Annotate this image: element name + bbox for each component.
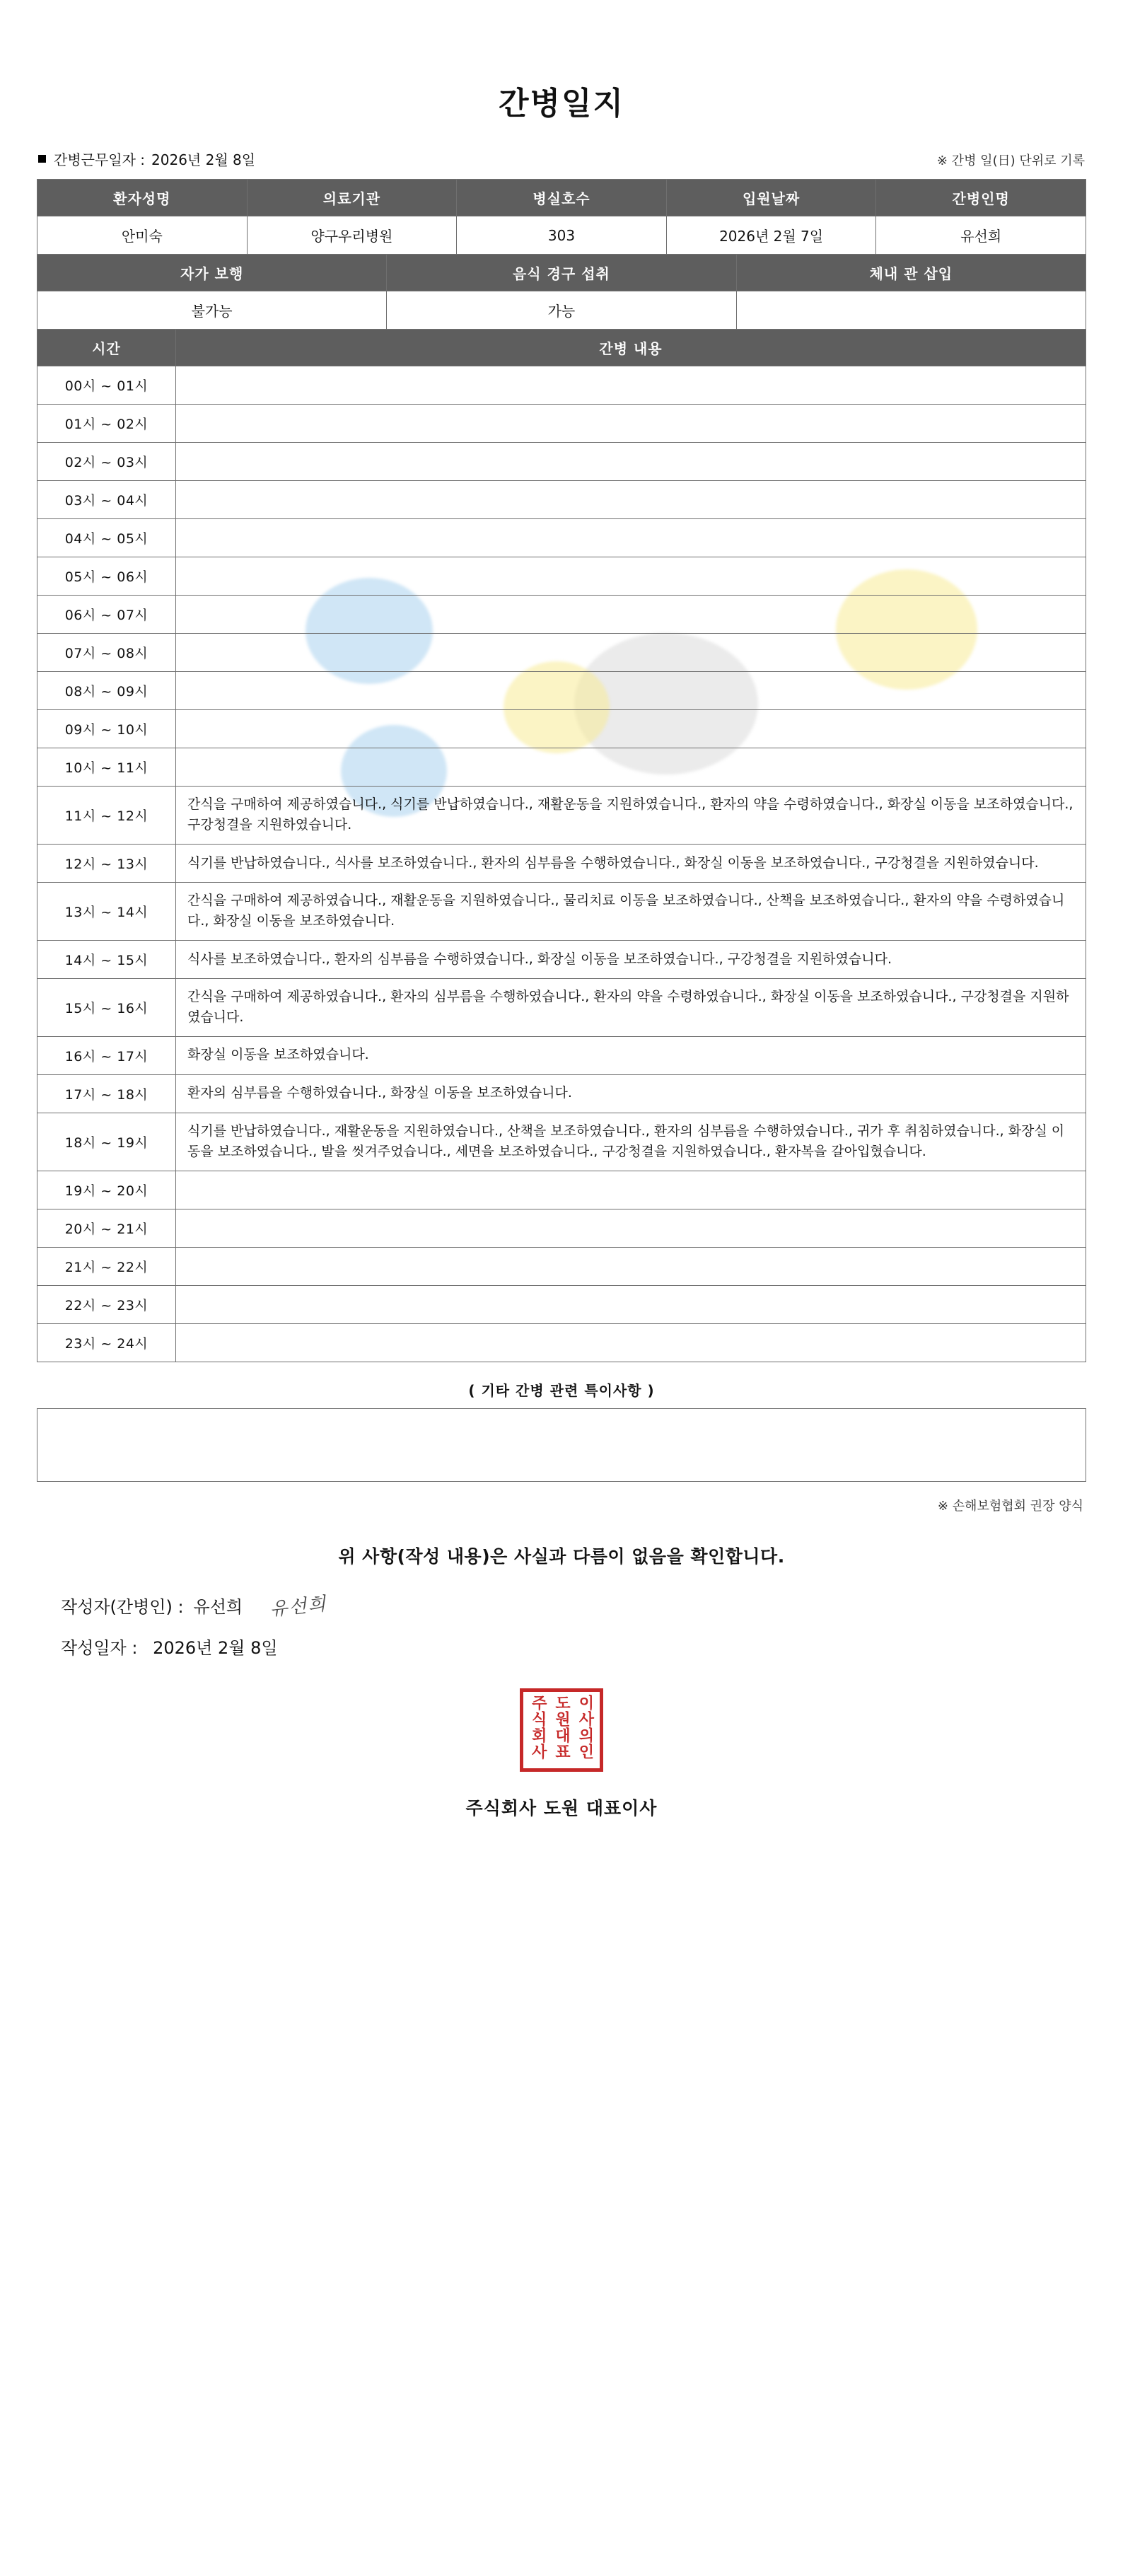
log-time-cell: 00시 ~ 01시: [37, 366, 176, 405]
log-time-cell: 15시 ~ 16시: [37, 978, 176, 1036]
log-content-cell[interactable]: [176, 1285, 1086, 1323]
company-name: 주식회사 도원 대표이사: [465, 1797, 658, 1818]
col-time: 시간: [37, 330, 176, 366]
value-room-number: 303: [457, 216, 667, 255]
log-time-cell: 10시 ~ 11시: [37, 748, 176, 787]
care-log-body: [37, 366, 1086, 1362]
log-time-cell: 22시 ~ 23시: [37, 1285, 176, 1323]
company-seal-stamp: [520, 1688, 603, 1772]
table-row: [37, 1247, 1086, 1285]
table-row-header: [37, 180, 1086, 216]
table-row: [37, 882, 1086, 940]
col-oral-intake: 음식 경구 섭취: [387, 255, 736, 291]
author-name: 유선희: [193, 1596, 243, 1617]
table-row-header: [37, 255, 1086, 291]
log-content-cell[interactable]: [176, 557, 1086, 596]
log-time-cell: 01시 ~ 02시: [37, 405, 176, 443]
table-row: [37, 1323, 1086, 1362]
date-label: 작성일자 :: [61, 1637, 138, 1658]
bullet-square-icon: [38, 155, 46, 163]
table-row: [37, 1074, 1086, 1113]
log-content-cell[interactable]: [176, 672, 1086, 710]
table-row: [37, 844, 1086, 882]
value-caregiver-name: 유선희: [876, 216, 1086, 255]
log-time-cell: 08시 ~ 09시: [37, 672, 176, 710]
table-row: [37, 481, 1086, 519]
log-content-cell[interactable]: [176, 634, 1086, 672]
table-row: [37, 978, 1086, 1036]
log-content-cell[interactable]: [176, 519, 1086, 557]
log-content-cell[interactable]: [176, 596, 1086, 634]
value-patient-name: 안미숙: [37, 216, 248, 255]
author-line: [37, 1592, 1086, 1634]
log-time-cell: 05시 ~ 06시: [37, 557, 176, 596]
stamp-line-3: 이사의인: [576, 1694, 594, 1760]
col-caregiver-name: 간병인명: [876, 180, 1086, 216]
log-content-cell[interactable]: [176, 366, 1086, 405]
col-self-walking: 자가 보행: [37, 255, 387, 291]
table-row: [37, 1113, 1086, 1171]
table-row: [37, 1209, 1086, 1247]
signature-mark: 유선희: [269, 1593, 329, 1620]
log-content-cell[interactable]: [176, 405, 1086, 443]
log-content-cell[interactable]: [176, 443, 1086, 481]
table-row: [37, 787, 1086, 845]
col-care-content: 간병 내용: [176, 330, 1086, 366]
log-content-cell[interactable]: 화장실 이동을 보조하였습니다.: [176, 1036, 1086, 1074]
log-content-cell[interactable]: 간식을 구매하여 제공하였습니다., 식기를 반납하였습니다., 재활운동을 지원하였습니다., 환자의 약을 수령하였습니다., 화장실 이동을 보조하였습니다., 구강청결을 지원하였습니다.: [176, 787, 1086, 845]
table-row: [37, 1036, 1086, 1074]
log-content-cell[interactable]: 식기를 반납하였습니다., 재활운동을 지원하였습니다., 산책을 보조하였습니다., 환자의 심부름을 수행하였습니다., 귀가 후 취침하였습니다., 화장실 이동을 보조하였습니다., 발을 씻겨주었습니다., 세면을 보조하였습니다., 구강청결을 지원하였습니다., 환자복을 갈아입혔습니다.: [176, 1113, 1086, 1171]
value-oral-intake: 가능: [387, 291, 736, 330]
company-stamp-row: [37, 1683, 1086, 1838]
unit-note: ※ 간병 일(日) 단위로 기록: [936, 153, 1085, 168]
value-hospital: 양구우리병원: [247, 216, 457, 255]
value-tube-insertion: [736, 291, 1086, 330]
log-time-cell: 02시 ~ 03시: [37, 443, 176, 481]
stamp-line-2: 도원대표: [552, 1694, 571, 1760]
col-patient-name: 환자성명: [37, 180, 248, 216]
table-row: [37, 748, 1086, 787]
log-time-cell: 03시 ~ 04시: [37, 481, 176, 519]
log-time-cell: 12시 ~ 13시: [37, 844, 176, 882]
log-content-cell[interactable]: [176, 748, 1086, 787]
table-row: [37, 1285, 1086, 1323]
patient-info-table: [37, 179, 1086, 255]
care-log-section: [37, 329, 1086, 1362]
table-row: [37, 216, 1086, 255]
log-content-cell[interactable]: [176, 1209, 1086, 1247]
table-row: [37, 940, 1086, 978]
notes-title: ( 기타 간병 관련 특이사항 ): [468, 1381, 655, 1399]
col-tube-insertion: 체내 관 삽입: [736, 255, 1086, 291]
meta-row: [37, 149, 1086, 179]
log-content-cell[interactable]: 간식을 구매하여 제공하였습니다., 재활운동을 지원하였습니다., 물리치료 이동을 보조하였습니다., 산책을 보조하였습니다., 환자의 약을 수령하였습니다., 화장실 이동을 보조하였습니다.: [176, 882, 1086, 940]
work-date-label: 간병근무일자 :: [54, 151, 146, 168]
work-date: [38, 149, 255, 169]
log-content-cell[interactable]: 환자의 심부름을 수행하였습니다., 화장실 이동을 보조하였습니다.: [176, 1074, 1086, 1113]
log-time-cell: 13시 ~ 14시: [37, 882, 176, 940]
date-value: 2026년 2월 8일: [153, 1637, 278, 1658]
table-row: [37, 443, 1086, 481]
table-row: [37, 405, 1086, 443]
table-row: [37, 557, 1086, 596]
value-admission-date: 2026년 2월 7일: [666, 216, 876, 255]
log-content-cell[interactable]: 간식을 구매하여 제공하였습니다., 환자의 심부름을 수행하였습니다., 환자의 약을 수령하였습니다., 화장실 이동을 보조하였습니다., 구강청결을 지원하였습니다.: [176, 978, 1086, 1036]
form-source-note: ※ 손해보험협회 권장 양식: [937, 1498, 1083, 1514]
table-row: [37, 1171, 1086, 1209]
col-hospital: 의료기관: [247, 180, 457, 216]
work-date-value: 2026년 2월 8일: [151, 151, 256, 168]
log-content-cell[interactable]: [176, 1171, 1086, 1209]
author-label: 작성자(간병인) :: [61, 1596, 184, 1617]
value-self-walking: 불가능: [37, 291, 387, 330]
table-row: [37, 366, 1086, 405]
table-row: [37, 291, 1086, 330]
page-title: 간병일지: [498, 86, 624, 122]
log-time-cell: 07시 ~ 08시: [37, 634, 176, 672]
table-row: [37, 519, 1086, 557]
log-content-cell[interactable]: 식기를 반납하였습니다., 식사를 보조하였습니다., 환자의 심부름을 수행하였습니다., 화장실 이동을 보조하였습니다., 구강청결을 지원하였습니다.: [176, 844, 1086, 882]
log-time-cell: 18시 ~ 19시: [37, 1113, 176, 1171]
stamp-line-1: 주식회사: [529, 1694, 547, 1760]
confirmation-text: 위 사항(작성 내용)은 사실과 다름이 없음을 확인합니다.: [338, 1545, 785, 1567]
log-time-cell: 19시 ~ 20시: [37, 1171, 176, 1209]
log-time-cell: 09시 ~ 10시: [37, 710, 176, 748]
care-log-table: [37, 329, 1086, 1362]
table-row: [37, 596, 1086, 634]
col-room-number: 병실호수: [457, 180, 667, 216]
log-time-cell: 20시 ~ 21시: [37, 1209, 176, 1247]
log-content-cell[interactable]: [176, 710, 1086, 748]
log-content-cell[interactable]: [176, 481, 1086, 519]
log-time-cell: 14시 ~ 15시: [37, 940, 176, 978]
log-time-cell: 16시 ~ 17시: [37, 1036, 176, 1074]
table-row: [37, 634, 1086, 672]
date-line: [37, 1634, 1086, 1659]
log-time-cell: 06시 ~ 07시: [37, 596, 176, 634]
log-content-cell[interactable]: [176, 1323, 1086, 1362]
table-row: [37, 710, 1086, 748]
log-time-cell: 21시 ~ 22시: [37, 1247, 176, 1285]
log-time-cell: 17시 ~ 18시: [37, 1074, 176, 1113]
table-row: [37, 672, 1086, 710]
log-time-cell: 11시 ~ 12시: [37, 787, 176, 845]
condition-table: [37, 254, 1086, 330]
col-admission-date: 입원날짜: [666, 180, 876, 216]
log-time-cell: 23시 ~ 24시: [37, 1323, 176, 1362]
table-row-header: [37, 330, 1086, 366]
log-time-cell: 04시 ~ 05시: [37, 519, 176, 557]
log-content-cell[interactable]: 식사를 보조하였습니다., 환자의 심부름을 수행하였습니다., 화장실 이동을 보조하였습니다., 구강청결을 지원하였습니다.: [176, 940, 1086, 978]
notes-box[interactable]: [37, 1408, 1086, 1482]
log-content-cell[interactable]: [176, 1247, 1086, 1285]
